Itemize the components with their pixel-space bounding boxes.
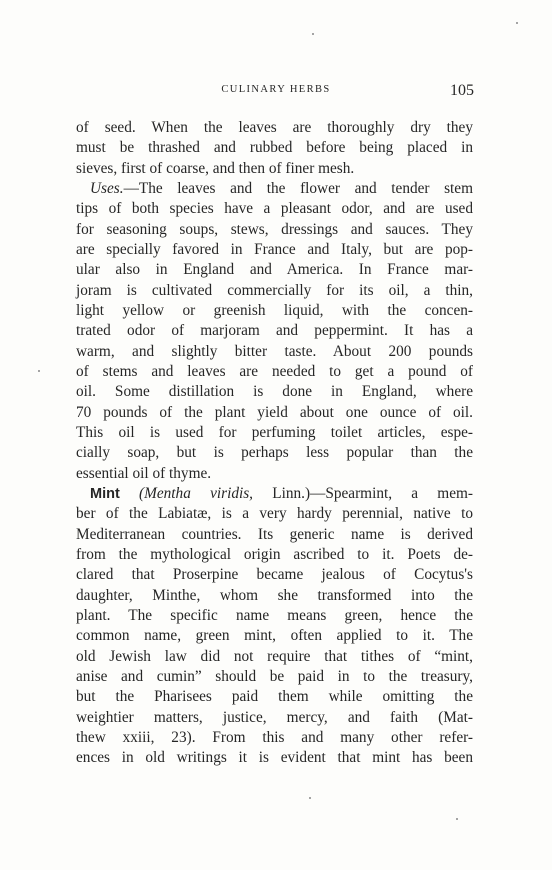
text-line: anise and cumin” should be paid in to the treasury, [76, 667, 473, 685]
text-line: sieves, first of coarse, and then of finer mesh. [76, 159, 355, 177]
text-line: clared that Proserpine became jealous of Cocytus's [76, 566, 473, 584]
text-line: tips of both species have a pleasant odor, and are used [76, 200, 473, 218]
uses-text: —The leaves and the flower and tender stem [123, 179, 473, 197]
text-line: ular also in England and America. In France mar- [76, 261, 473, 279]
paper-speck [312, 33, 314, 35]
uses-paragraph-start [76, 179, 473, 199]
text-line: for seasoning soups, stews, dressings and sauces. They [76, 220, 473, 238]
text-line: from the mythological origin ascribed to it. Poets de- [76, 545, 473, 563]
mint-latin-name: (Mentha viridis, [139, 484, 254, 502]
body-text [76, 118, 473, 769]
text-line: light yellow or greenish liquid, with the concen- [76, 301, 473, 319]
paper-speck [516, 22, 518, 24]
text-line: plant. The specific name means green, hence the [76, 606, 473, 624]
text-line: of seed. When the leaves are thoroughly dry they [76, 119, 473, 136]
paper-speck [38, 370, 40, 372]
text-line: of stems and leaves are needed to get a pound of [76, 362, 473, 380]
text-line: cially soap, but is perhaps less popular than the [76, 444, 473, 462]
text-line: weightier matters, justice, mercy, and faith (Mat- [76, 708, 473, 726]
text-line: ences in old writings it is evident that mint has been [76, 749, 473, 767]
running-head [0, 82, 552, 102]
text-line: are specially favored in France and Italy, but are pop- [76, 240, 473, 258]
mint-paragraph-start [76, 484, 473, 504]
running-title: CULINARY HERBS [221, 84, 331, 95]
text-line: ber of the Labiatæ, is a very hardy perennial, native to [76, 505, 473, 523]
page-number: 105 [450, 82, 474, 99]
text-line: must be thrashed and rubbed before being placed in [76, 139, 473, 157]
mint-text: Linn.)—Spearmint, a mem- [253, 484, 473, 502]
mint-heading: Mint [90, 485, 120, 502]
text-line: oil. Some distillation is done in England, where [76, 383, 473, 401]
uses-heading: Uses. [90, 179, 124, 197]
text-line: warm, and slightly bitter taste. About 200 pounds [76, 342, 473, 360]
text-line: essential oil of thyme. [76, 464, 212, 482]
text-line: joram is cultivated commercially for its oil, a thin, [76, 281, 473, 299]
paper-speck [456, 818, 458, 820]
text-line: but the Pharisees paid them while omitting the [76, 688, 473, 706]
text-line: thew xxiii, 23). From this and many other refer- [76, 728, 473, 746]
text-line: old Jewish law did not require that tithes of “mint, [76, 647, 473, 665]
text-line: trated odor of marjoram and peppermint. It has a [76, 322, 473, 340]
text-line: Mediterranean countries. Its generic name is derived [76, 525, 473, 543]
text-line: 70 pounds of the plant yield about one ounce of oil. [76, 403, 473, 421]
text-line: This oil is used for perfuming toilet articles, espe- [76, 423, 473, 441]
paper-speck [309, 797, 311, 799]
text-line: daughter, Minthe, whom she transformed into the [76, 586, 473, 604]
text-line: common name, green mint, often applied to it. The [76, 627, 473, 645]
